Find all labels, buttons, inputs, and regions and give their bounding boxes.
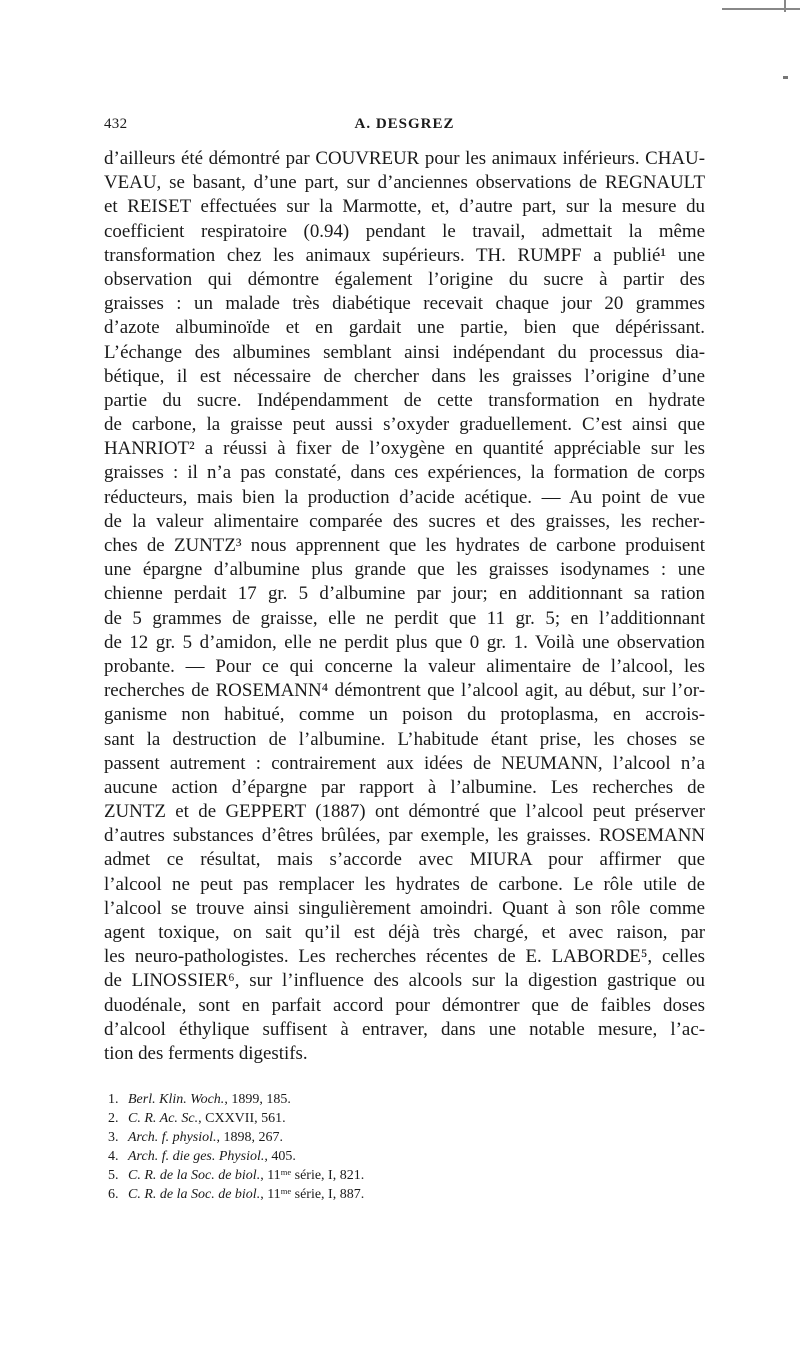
text-line: l’alcool ne peut pas remplacer les hydrates de carbone. Le rôle utile de [104, 873, 705, 895]
footnote-number: 1. [108, 1092, 119, 1107]
text-line: VEAU, se basant, d’une part, sur d’anciennes observations de REGNAULT [104, 172, 705, 194]
text-line: d’autres substances d’êtres brûlées, par exemple, les graisses. ROSEMANN [104, 825, 705, 847]
footnote-citation: , 11ᵐᵉ série, I, 821. [260, 1168, 365, 1183]
footnote-citation: , CXXVII, 561. [198, 1111, 286, 1126]
footnote-source: Berl. Klin. Woch. [128, 1092, 225, 1107]
text-line: agent toxique, on sait qu’il est déjà très chargé, et avec raison, par [104, 922, 705, 943]
footnote-citation: , 1899, 185. [224, 1092, 291, 1107]
page-header [104, 116, 705, 140]
text-line: de carbone, la graisse peut aussi s’oxyder graduellement. C’est ainsi que [104, 414, 705, 436]
corner-rule [722, 8, 800, 10]
text-line: ches de ZUNTZ³ nous apprennent que les hydrates de carbone produisent [104, 535, 705, 556]
footnote-source: Arch. f. die ges. Physiol. [128, 1149, 265, 1164]
body-text [104, 147, 705, 1066]
text-line: de LINOSSIER⁶, sur l’influence des alcools sur la digestion gastrique ou [104, 970, 705, 992]
text-line: aucune action d’épargne par rapport à l’albumine. Les recherches de [104, 776, 705, 798]
footnote [108, 1109, 508, 1128]
text-line: ZUNTZ et de GEPPERT (1887) ont démontré que l’alcool peut préserver [104, 801, 705, 823]
footnotes [108, 1090, 508, 1204]
text-line: et REISET effectuées sur la Marmotte, et, d’autre part, sur la mesure du [104, 196, 705, 218]
footnote-number: 3. [108, 1130, 119, 1145]
text-line: l’alcool se trouve ainsi singulièrement amoindri. Quant à son rôle comme [104, 897, 705, 919]
text-line: coefficient respiratoire (0.94) pendant le travail, admettait la même [104, 220, 705, 242]
text-line: admet ce résultat, mais s’accorde avec MIURA pour affirmer que [104, 849, 705, 871]
text-line: probante. — Pour ce qui concerne la valeur alimentaire de l’alcool, les [104, 655, 705, 677]
text-line: transformation chez les animaux supérieurs. TH. RUMPF a publié¹ une [104, 244, 705, 266]
corner-rule-vertical [784, 0, 786, 12]
text-line: de 12 gr. 5 d’amidon, elle ne perdit plus que 0 gr. 1. Voilà une observation [104, 631, 705, 653]
footnote-number: 6. [108, 1187, 119, 1202]
footnote-source: C. R. de la Soc. de biol. [128, 1168, 261, 1183]
footnote [108, 1128, 508, 1147]
text-line: recherches de ROSEMANN⁴ démontrent que l’alcool agit, au début, sur l’or- [104, 680, 705, 702]
running-head: A. DESGREZ [354, 116, 455, 132]
text-line: tion des ferments digestifs. [104, 1042, 308, 1064]
text-line: HANRIOT² a réussi à fixer de l’oxygène en quantité appréciable sur les [104, 438, 705, 460]
text-line: ganisme non habitué, comme un poison du protoplasma, en accrois- [104, 704, 705, 726]
text-line: les neuro-pathologistes. Les recherches récentes de E. LABORDE⁵, celles [104, 946, 705, 968]
text-line: d’azote albuminoïde et en gardait une partie, bien que dépérissant. [104, 317, 705, 339]
footnote-number: 2. [108, 1111, 119, 1126]
footnote-source: Arch. f. physiol. [128, 1130, 217, 1145]
text-line: duodénale, sont en parfait accord pour démontrer que de faibles doses [104, 994, 705, 1016]
text-line: passent autrement : contrairement aux idées de NEUMANN, l’alcool n’a [104, 752, 705, 774]
footnote-number: 4. [108, 1149, 119, 1164]
footnote-source: C. R. Ac. Sc. [128, 1111, 199, 1126]
footnote [108, 1166, 508, 1185]
text-line: L’échange des albumines semblant ainsi indépendant du processus dia- [104, 341, 705, 363]
footnote-number: 5. [108, 1168, 119, 1183]
footnote [108, 1147, 508, 1166]
footnote-source: C. R. de la Soc. de biol. [128, 1187, 261, 1202]
text-line: de la valeur alimentaire comparée des sucres et des graisses, les recher- [104, 510, 705, 532]
text-line: graisses : un malade très diabétique recevait chaque jour 20 grammes [104, 293, 705, 315]
footnote [108, 1185, 508, 1204]
page-number: 432 [104, 116, 128, 132]
footnote [108, 1090, 508, 1109]
text-line: une épargne d’albumine plus grande que les graisses isodynames : une [104, 559, 705, 581]
footnote-citation: , 11ᵐᵉ série, I, 887. [260, 1187, 365, 1202]
footnote-citation: , 1898, 267. [216, 1130, 284, 1145]
footnote-citation: , 405. [264, 1149, 296, 1164]
text-line: chienne perdait 17 gr. 5 d’albumine par jour; en additionnant sa ration [104, 583, 705, 605]
text-line: de 5 grammes de graisse, elle ne perdit que 11 gr. 5; en l’additionnant [104, 607, 705, 629]
text-line: graisses : il n’a pas constaté, dans ces expériences, la formation de corps [104, 462, 705, 484]
edge-mark [783, 76, 788, 79]
text-line: d’ailleurs été démontré par COUVREUR pour les animaux inférieurs. CHAU- [104, 148, 705, 169]
text-line: partie du sucre. Indépendamment de cette transformation en hydrate [104, 389, 705, 411]
text-line: bétique, il est nécessaire de chercher dans les graisses l’origine d’une [104, 365, 705, 387]
text-line: sant la destruction de l’albumine. L’habitude étant prise, les choses se [104, 728, 705, 750]
text-line: d’alcool éthylique suffisent à entraver, dans une notable mesure, l’ac- [104, 1018, 705, 1040]
text-line: observation qui démontre également l’origine du sucre à partir des [104, 268, 705, 290]
text-line: réducteurs, mais bien la production d’acide acétique. — Au point de vue [104, 486, 705, 508]
